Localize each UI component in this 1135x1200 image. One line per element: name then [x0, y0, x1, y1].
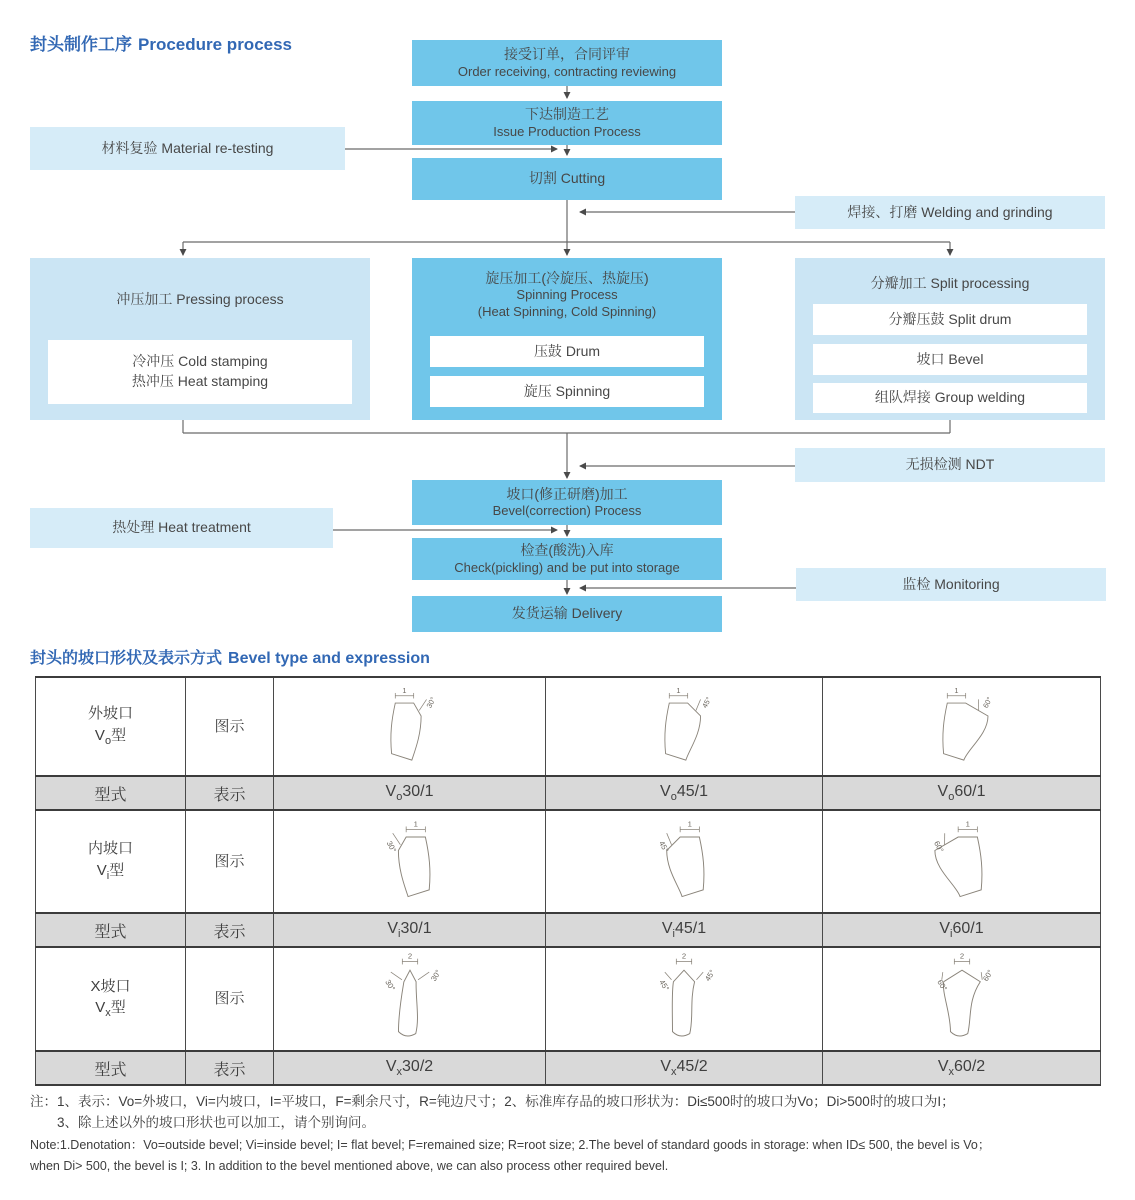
expression-header: 表示	[186, 776, 274, 810]
node-welding-grinding	[795, 196, 1105, 229]
node-check-en: Check(pickling) and be put into storage	[454, 559, 680, 575]
node-heat-treatment-label: 热处理 Heat treatment	[112, 519, 251, 536]
bevel-type-label-outside	[36, 677, 186, 776]
node-group-welding-label: 组队焊接 Group welding	[874, 389, 1026, 406]
svg-text:1: 1	[965, 818, 970, 828]
outside-zh: 外坡口	[87, 705, 133, 723]
node-bevel-correction-zh: 坡口(修正研磨)加工	[506, 485, 628, 502]
bevel-code: $V_o60/1$	[823, 776, 1101, 810]
bevel-diagram-vo30	[350, 681, 470, 773]
svg-text:30°: 30°	[384, 839, 398, 854]
node-check-zh: 检查(酸洗)入库	[520, 542, 614, 559]
type-header: 型式	[36, 913, 186, 947]
table-row-outside-illustration	[36, 677, 1101, 776]
node-heat-stamping: 热冲压 Heat stamping	[131, 373, 269, 389]
bevel-code: $V_i45/1$	[546, 913, 823, 947]
svg-text:45°: 45°	[703, 968, 717, 983]
svg-text:60°: 60°	[980, 694, 994, 710]
bevel-diagram-vo60	[902, 681, 1022, 773]
node-spinning-en1: Spinning Process	[516, 287, 618, 302]
bevel-type-label-x	[36, 947, 186, 1051]
node-issue-en: Issue Production Process	[493, 123, 641, 139]
bevel-diagram-vx45	[624, 951, 744, 1047]
svg-text:1: 1	[687, 818, 692, 828]
node-pressing-process	[30, 258, 370, 420]
svg-text:45°: 45°	[657, 839, 671, 854]
node-order-zh: 接受订单，合同评审	[504, 46, 630, 63]
node-heat-treatment	[30, 508, 333, 548]
bevel-code: $V_i30/1$	[274, 913, 546, 947]
inside-code: $V_i$型	[96, 861, 125, 882]
svg-text:30°: 30°	[423, 694, 438, 710]
bevel-code: $V_x30/2$	[274, 1051, 546, 1085]
type-header: 型式	[36, 1051, 186, 1085]
node-cold-stamping: 冷冲压 Cold stamping	[132, 353, 268, 370]
bevel-type-label-inside	[36, 810, 186, 913]
illustration-header: 图示	[186, 810, 274, 913]
node-spinning-sub	[430, 376, 704, 407]
bevel-diagram-vi30	[350, 814, 470, 910]
bevel-diagram-vx60	[902, 951, 1022, 1047]
node-drum	[430, 336, 704, 367]
node-bevel-correction-en: Bevel(correction) Process	[492, 503, 642, 519]
bevel-code: $V_i60/1$	[823, 913, 1101, 947]
node-spinning-process	[412, 258, 722, 420]
svg-text:2: 2	[959, 951, 964, 961]
svg-text:60°: 60°	[934, 978, 949, 993]
type-header: 型式	[36, 776, 186, 810]
bevel-code: $V_o30/1$	[274, 776, 546, 810]
svg-text:2: 2	[407, 951, 412, 961]
svg-text:2: 2	[681, 951, 687, 961]
node-monitoring-label: 监检 Monitoring	[902, 575, 1000, 592]
diagram-cell	[823, 810, 1101, 913]
expression-header: 表示	[186, 913, 274, 947]
node-monitoring	[796, 568, 1106, 601]
bevel-diagram-vo45	[624, 681, 744, 773]
svg-text:1: 1	[676, 685, 681, 695]
node-split-drum	[813, 304, 1087, 335]
diagram-cell	[546, 677, 823, 776]
node-cutting	[412, 158, 722, 200]
node-order-receiving	[412, 40, 722, 86]
node-group-welding	[813, 383, 1087, 413]
note-zh-line2: 3、除上述以外的坡口形状也可以加工，请个别询问。	[57, 1114, 376, 1130]
bevel-table-title-zh: 封头的坡口形状及表示方式	[30, 650, 223, 667]
svg-text:60°: 60°	[931, 839, 946, 854]
svg-text:30°: 30°	[428, 968, 443, 983]
node-check-storage	[412, 538, 722, 580]
svg-text:1: 1	[401, 685, 407, 695]
bevel-table-title-en: Bevel type and expression	[228, 650, 430, 667]
node-ndt-label: 无损检测 NDT	[905, 456, 995, 473]
flowchart-title	[30, 30, 292, 55]
diagram-cell	[546, 947, 823, 1051]
illustration-header: 图示	[186, 947, 274, 1051]
node-spinning-sub-label: 旋压 Spinning	[523, 382, 611, 399]
svg-text:45°: 45°	[700, 694, 714, 710]
bevel-diagram-vi45	[624, 814, 744, 910]
bevel-code: $V_x45/2$	[546, 1051, 823, 1085]
note-en-line2: when Di> 500, the bevel is I; 3. In addition to the bevel mentioned above, we can also process other required bevel.	[30, 1158, 669, 1173]
bevel-diagram-vx30	[350, 951, 470, 1047]
x-zh: X坡口	[90, 977, 131, 995]
note-zh-line1: 注：1、表示：Vo=外坡口，Vi=内坡口，I=平坡口，F=剩余尺寸，R=钝边尺寸；2、标准库存品的坡口形状为：Di≤500时的坡口为Vo；Di>500时的坡口为I；	[30, 1094, 955, 1109]
flowchart-title-zh: 封头制作工序	[30, 35, 132, 54]
diagram-cell	[274, 677, 546, 776]
node-split-bevel-label: 坡口 Bevel	[916, 350, 984, 367]
node-issue-process	[412, 101, 722, 145]
node-bevel-correction	[412, 480, 722, 525]
illustration-header: 图示	[186, 677, 274, 776]
node-cutting-label: 切割 Cutting	[528, 170, 606, 187]
diagram-cell	[823, 677, 1101, 776]
bevel-table-title	[30, 645, 430, 668]
flowchart-title-en: Procedure process	[138, 35, 293, 54]
node-spinning-en2: (Heat Spinning, Cold Spinning)	[477, 304, 657, 319]
node-spinning-zh: 旋压加工(冷旋压、热旋压)	[485, 270, 649, 286]
bevel-diagram-vi60	[902, 814, 1022, 910]
node-material-retesting	[30, 127, 345, 170]
node-drum-label: 压鼓 Drum	[533, 342, 601, 359]
node-delivery	[412, 596, 722, 632]
svg-text:45°: 45°	[657, 978, 672, 993]
node-split-processing	[795, 258, 1105, 420]
node-ndt	[795, 448, 1105, 482]
diagram-cell	[274, 947, 546, 1051]
table-row-x-illustration	[36, 947, 1101, 1051]
table-row-x-codes	[36, 1051, 1101, 1085]
bevel-code: $V_x60/2$	[823, 1051, 1101, 1085]
table-row-inside-codes	[36, 913, 1101, 947]
svg-text:1: 1	[413, 818, 418, 828]
table-row-outside-codes	[36, 776, 1101, 810]
notes	[30, 1092, 1115, 1175]
node-pressing-sub	[48, 340, 352, 404]
node-split-title: 分瓣加工 Split processing	[870, 275, 1030, 291]
table-row-inside-illustration	[36, 810, 1101, 913]
diagram-cell	[546, 810, 823, 913]
expression-header: 表示	[186, 1051, 274, 1085]
svg-text:30°: 30°	[382, 978, 397, 993]
node-split-drum-label: 分瓣压鼓 Split drum	[888, 310, 1012, 327]
node-pressing-title: 冲压加工 Pressing process	[116, 291, 284, 307]
note-en-line1: Note:1.Denotation：Vo=outside bevel; Vi=inside bevel; I= flat bevel; F=remained size; R=root size; 2.The bevel of standard goods in storage: when ID≤ 500, the bevel is Vo；	[30, 1137, 991, 1152]
diagram-cell	[823, 947, 1101, 1051]
bevel-code: $V_o45/1$	[546, 776, 823, 810]
diagram-cell	[274, 810, 546, 913]
outside-code: $V_o$型	[94, 726, 127, 747]
node-welding-label: 焊接、打磨 Welding and grinding	[847, 203, 1053, 220]
inside-zh: 内坡口	[87, 840, 133, 858]
svg-text:60°: 60°	[980, 968, 995, 983]
svg-text:1: 1	[953, 685, 959, 695]
x-code: $V_x$型	[95, 999, 126, 1020]
node-delivery-label: 发货运输 Delivery	[511, 605, 623, 622]
node-order-en: Order receiving, contracting reviewing	[457, 63, 677, 79]
bevel-table	[35, 676, 1101, 1086]
node-material-label: 材料复验 Material re-testing	[101, 139, 274, 156]
node-issue-zh: 下达制造工艺	[525, 106, 609, 123]
node-split-bevel	[813, 344, 1087, 375]
